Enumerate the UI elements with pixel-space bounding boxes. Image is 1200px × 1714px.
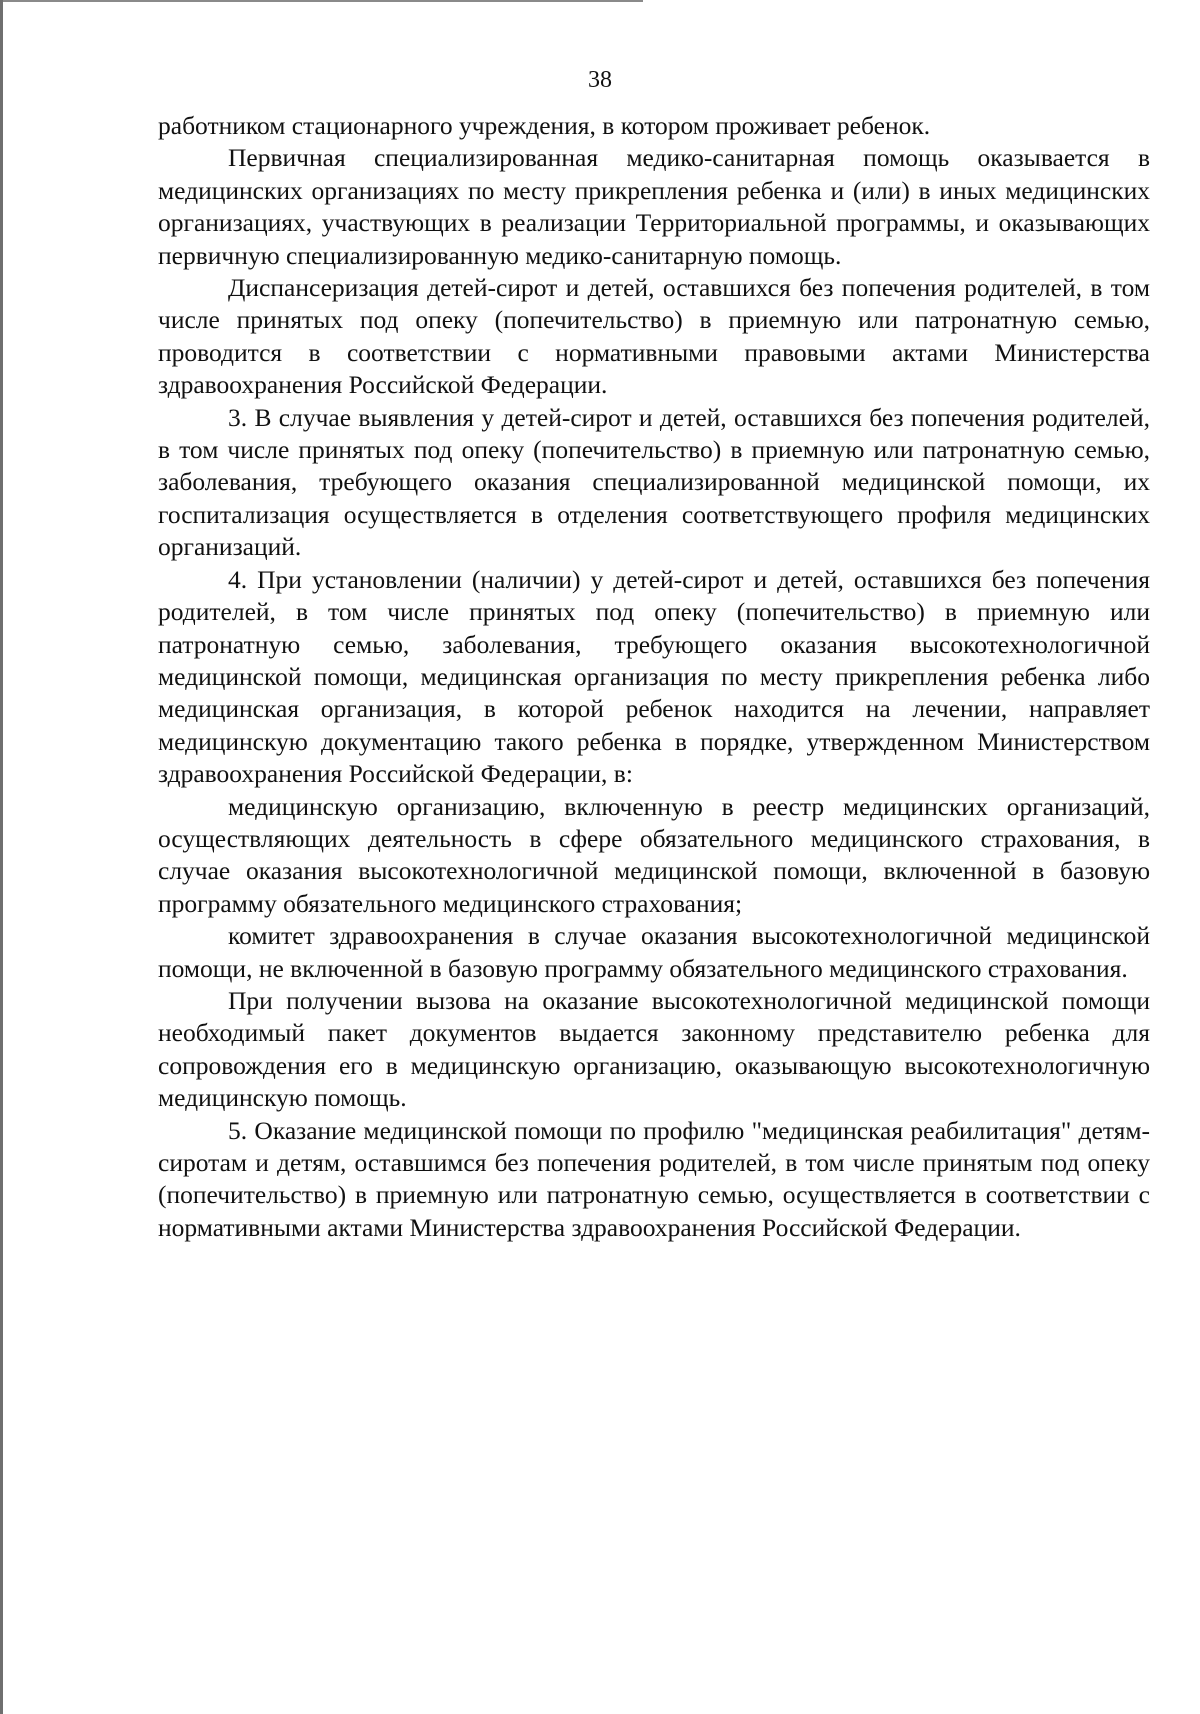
paragraph-continuation: работником стационарного учреждения, в котором проживает ребенок.: [158, 111, 931, 140]
paragraph-primary-care: Первичная специализированная медико-санитарная помощь оказывается в медицинских организациях по месту прикрепления ребенка и (или) в иных медицинских организациях, участвующих в реализации Территориальной программы, и оказывающих первичную специализированную медико-санитарную помощь.: [158, 143, 1150, 270]
page-number: 38: [588, 67, 612, 93]
paragraph-item-4: 4. При установлении (наличии) у детей-сирот и детей, оставшихся без попечения родителей, в том числе принятых под опеку (попечительство) в приемную или патронатную семью, заболевания, требующего оказания высокотехнологичной медицинской помощи, медицинская организация по месту прикрепления ребенка либо медицинская организация, в которой ребенок находится на лечении, направляет медицинскую документацию такого ребенка в порядке, утвержденном Министерством здравоохранения Российской Федерации, в:: [158, 564, 1150, 789]
paragraph-health-committee: комитет здравоохранения в случае оказания высокотехнологичной медицинской помощи, не включенной в базовую программу обязательного медицинского страхования.: [158, 921, 1150, 983]
scan-edge-left: [0, 0, 3, 1714]
paragraph-oms-organization: медицинскую организацию, включенную в реестр медицинских организаций, осуществляющих деятельность в сфере обязательного медицинского страхования, в случае оказания высокотехнологичной медицинской помощи, включенной в базовую программу обязательного медицинского страхования;: [158, 791, 1150, 918]
scan-edge-top: [3, 0, 643, 2]
paragraph-dispensary: Диспансеризация детей-сирот и детей, оставшихся без попечения родителей, в том числе принятых под опеку (попечительство) в приемную или патронатную семью, проводится в соответствии с нормативными правовыми актами Министерства здравоохранения Российской Федерации.: [158, 273, 1150, 400]
paragraph-documents-package: При получении вызова на оказание высокотехнологичной медицинской помощи необходимый пакет документов выдается законному представителю ребенка для сопровождения его в медицинскую организацию, оказывающую высокотехнологичную медицинскую помощь.: [158, 985, 1150, 1113]
paragraph-item-3: 3. В случае выявления у детей-сирот и детей, оставшихся без попечения родителей, в том числе принятых под опеку (попечительство) в приемную или патронатную семью, заболевания, требующего оказания специализированной медицинской помощи, их госпитализация осуществляется в отделения соответствующего профиля медицинских организаций.: [158, 402, 1150, 562]
document-body: [158, 110, 1150, 1244]
paragraph-item-5: 5. Оказание медицинской помощи по профилю "медицинская реабилитация" детям-сиротам и детям, оставшимся без попечения родителей, в том числе принятым под опеку (попечительство) в приемную или патронатную семью, осуществляется в соответствии с нормативными актами Министерства здравоохранения Российской Федерации.: [158, 1115, 1150, 1242]
